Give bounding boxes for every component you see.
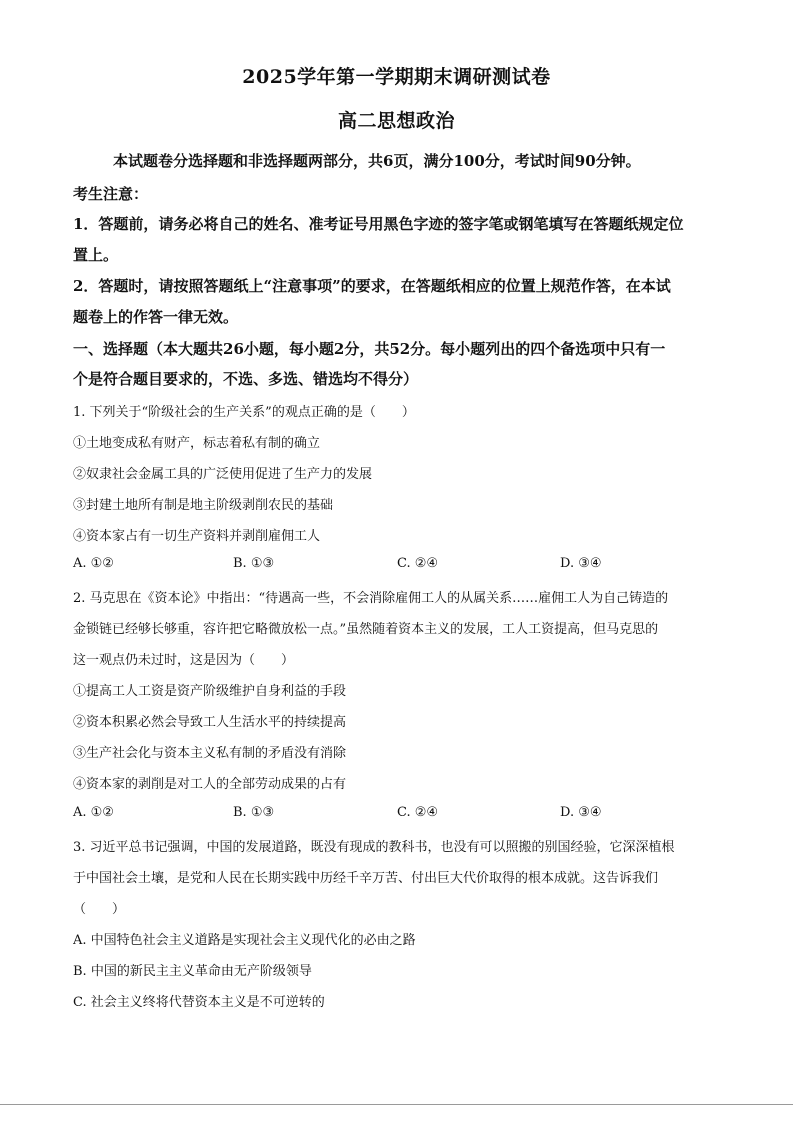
notice-item-1-line-2: 置上。 [73, 246, 119, 264]
q3-option-a: A. 中国特色社会主义道路是实现社会主义现代化的必由之路 [73, 933, 416, 948]
q2-option-c: C. ②④ [397, 805, 439, 820]
section-heading-line-1: 一、选择题（本大题共26小题，每小题2分，共52分。每小题列出的四个备选项中只有一 [73, 340, 666, 358]
exam-subject: 高二思想政治 [337, 110, 455, 132]
q2-statement-1: ①提高工人工资是资产阶级维护自身利益的手段 [73, 684, 347, 699]
q3-stem-line-2: 于中国社会土壤，是党和人民在长期实践中历经千辛万苦、付出巨大代价取得的根本成就。这告诉我们 [73, 871, 659, 886]
q2-statement-2: ②资本积累必然会导致工人生活水平的持续提高 [73, 715, 347, 730]
notice-item-1-line-1: 1．答题前，请务必将自己的姓名、准考证号用黑色字迹的签字笔或钢笔填写在答题纸规定位 [73, 215, 684, 233]
q3-stem-line-3: （ ） [73, 902, 126, 917]
q1-option-b: B. ①③ [233, 556, 275, 571]
q1-stem: 1. 下列关于“阶级社会的生产关系”的观点正确的是（ ） [73, 405, 415, 420]
q2-option-a: A. ①② [73, 805, 114, 820]
page-bottom-divider [0, 1104, 793, 1105]
q3-option-c: C. 社会主义终将代替资本主义是不可逆转的 [73, 995, 325, 1010]
q1-statement-2: ②奴隶社会金属工具的广泛使用促进了生产力的发展 [73, 467, 373, 482]
q1-option-d: D. ③④ [560, 556, 602, 571]
exam-intro: 本试题卷分选择题和非选择题两部分，共6页，满分100分，考试时间90分钟。 [113, 152, 641, 170]
q3-option-b: B. 中国的新民主主义革命由无产阶级领导 [73, 964, 312, 979]
q1-statement-4: ④资本家占有一切生产资料并剥削雇佣工人 [73, 529, 321, 544]
notice-heading: 考生注意： [73, 185, 149, 203]
q2-stem-line-2: 金锁链已经够长够重，容许把它略微放松一点。”虽然随着资本主义的发展，工人工资提高，但马克思的 [73, 622, 659, 637]
q2-option-b: B. ①③ [233, 805, 275, 820]
exam-title: 2025学年第一学期期末调研测试卷 [242, 66, 551, 88]
section-heading-line-2: 个是符合题目要求的，不选、多选、错选均不得分） [73, 370, 419, 388]
notice-item-2-line-2: 题卷上的作答一律无效。 [73, 308, 239, 326]
notice-item-2-line-1: 2．答题时，请按照答题纸上“注意事项”的要求，在答题纸相应的位置上规范作答，在本试 [73, 277, 671, 295]
q2-option-d: D. ③④ [560, 805, 602, 820]
q1-statement-1: ①土地变成私有财产，标志着私有制的确立 [73, 436, 321, 451]
q1-statement-3: ③封建土地所有制是地主阶级剥削农民的基础 [73, 498, 334, 513]
q1-option-c: C. ②④ [397, 556, 439, 571]
q2-stem-line-3: 这一观点仍未过时，这是因为（ ） [73, 653, 295, 668]
q2-statement-4: ④资本家的剥削是对工人的全部劳动成果的占有 [73, 777, 347, 792]
q2-stem-line-1: 2. 马克思在《资本论》中指出：“待遇高一些，不会消除雇佣工人的从属关系……雇佣工人为自己铸造的 [73, 591, 669, 606]
q1-option-a: A. ①② [73, 556, 114, 571]
q3-stem-line-1: 3. 习近平总书记强调，中国的发展道路，既没有现成的教科书，也没有可以照搬的别国经验，它深深植根 [73, 840, 675, 855]
q2-statement-3: ③生产社会化与资本主义私有制的矛盾没有消除 [73, 746, 347, 761]
